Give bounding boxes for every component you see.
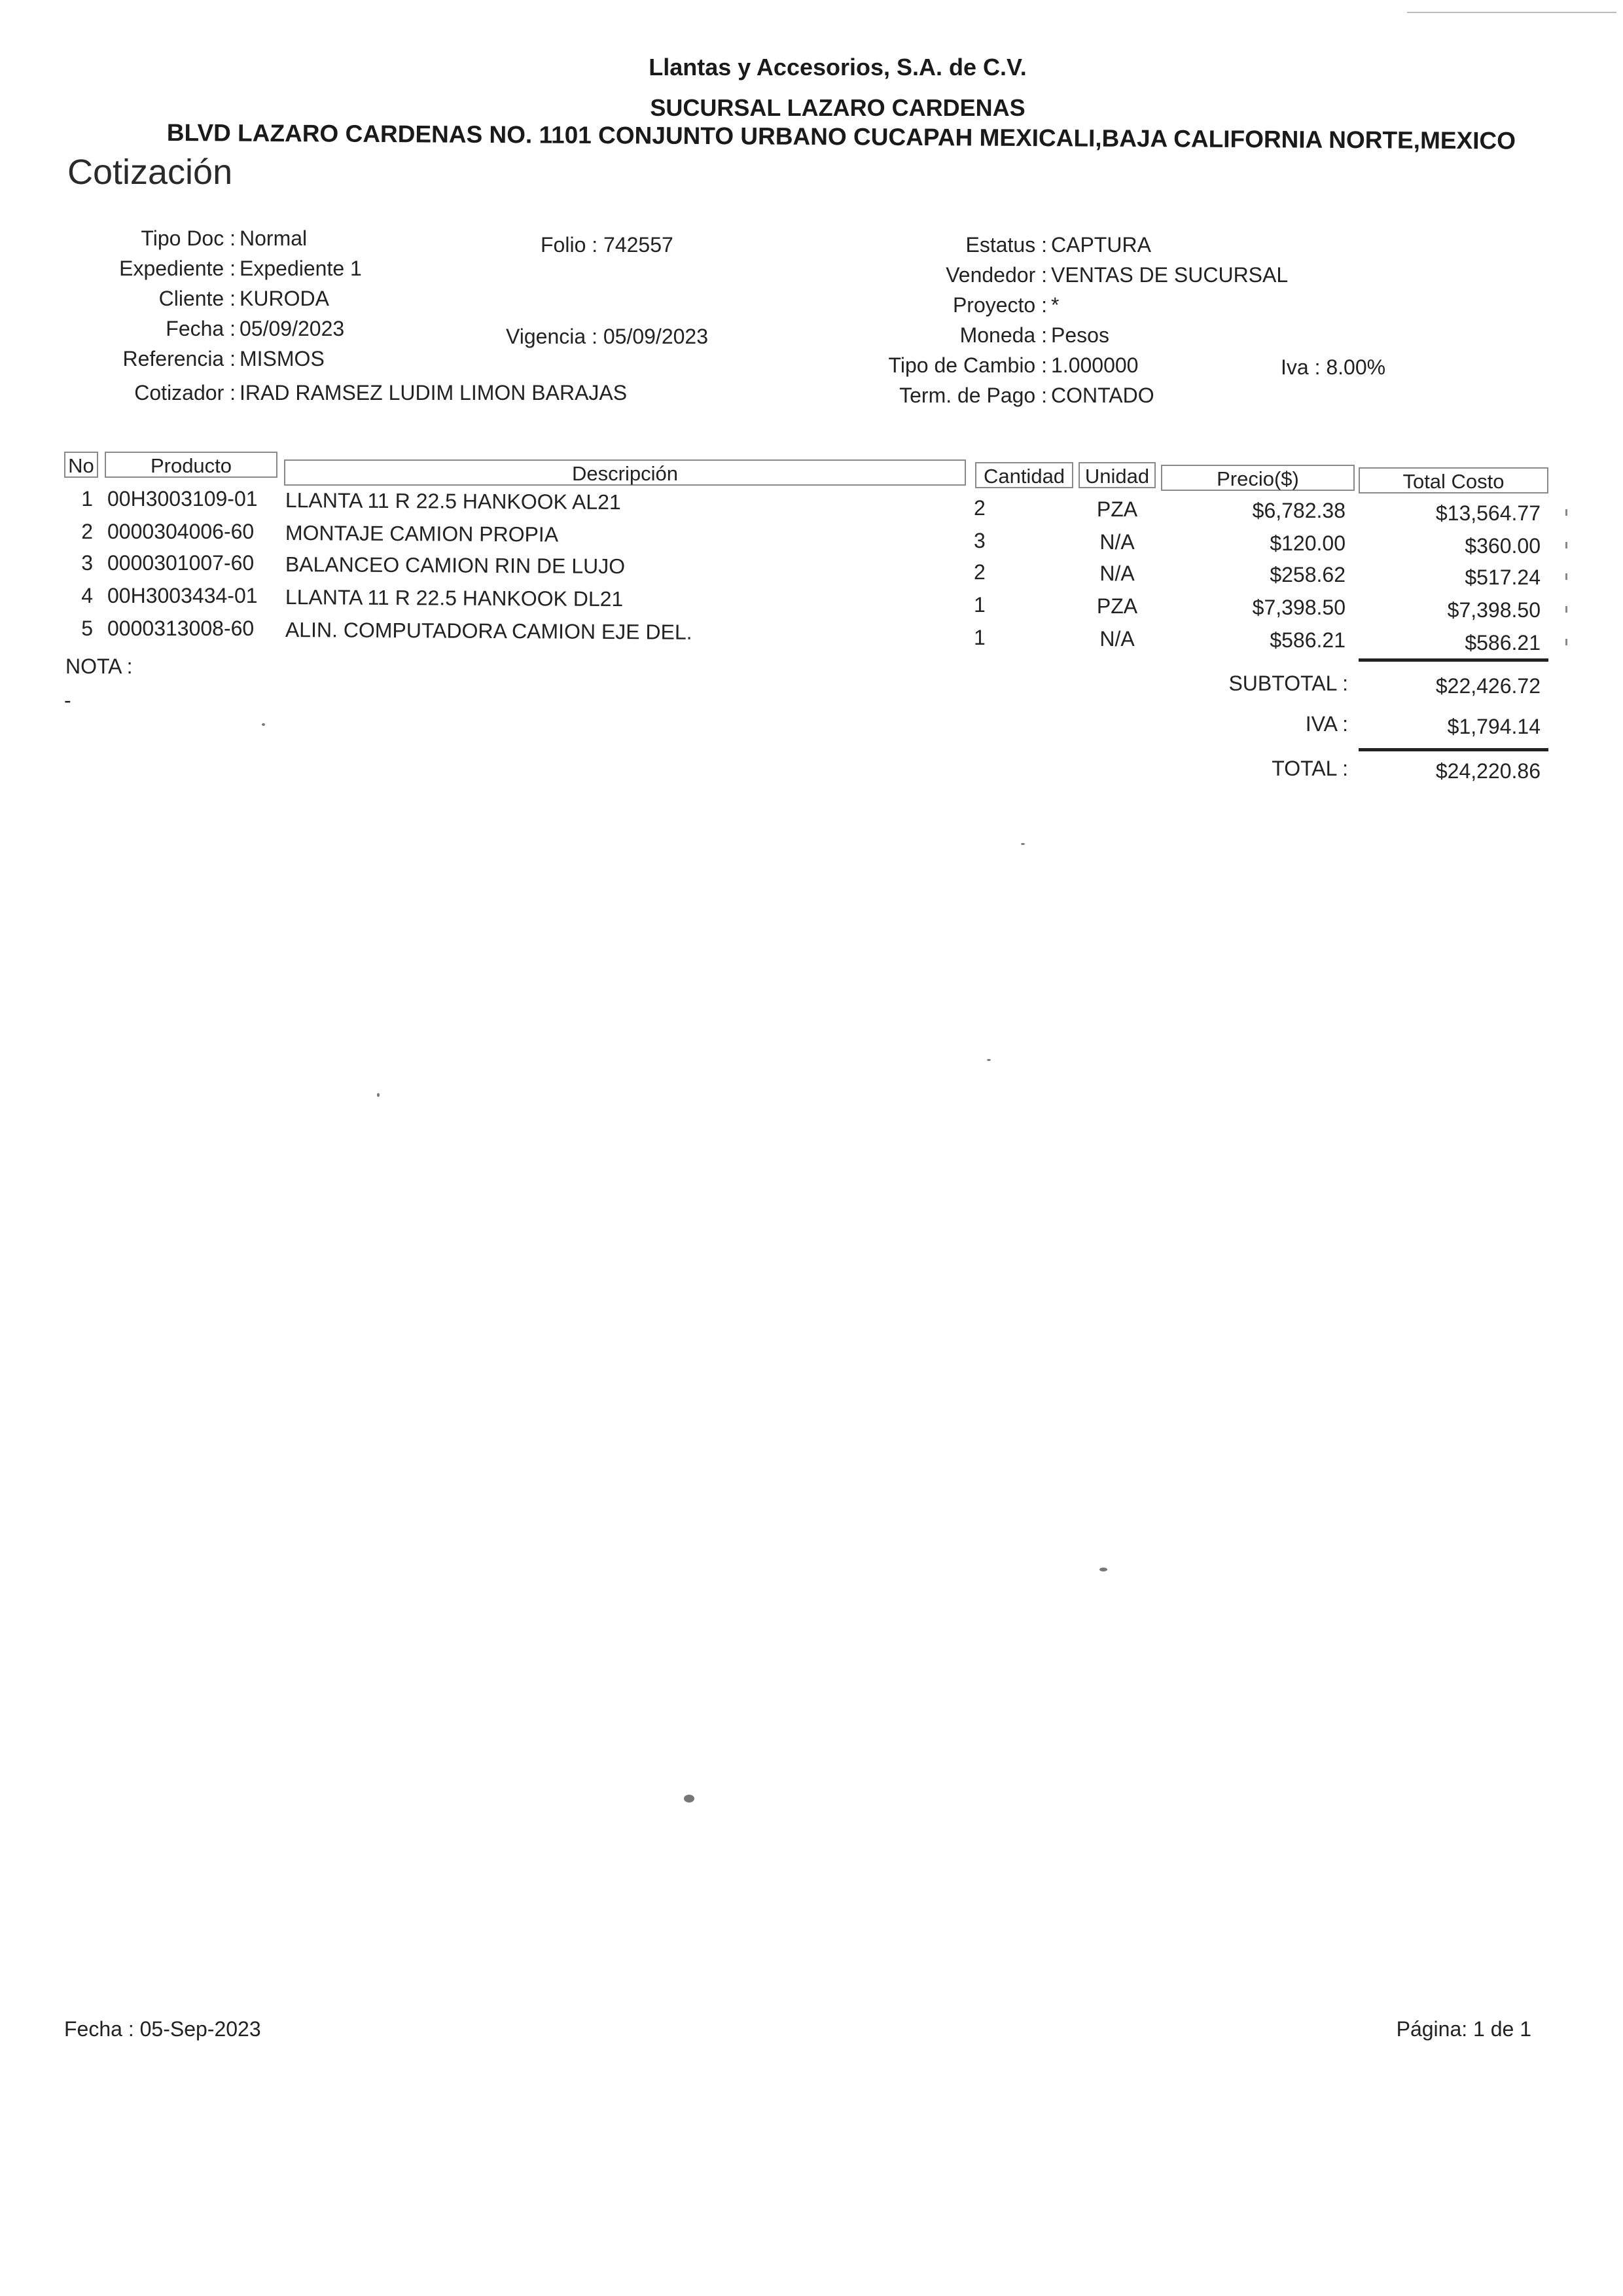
info-value: KURODA xyxy=(240,287,329,310)
info-label: Vendedor : xyxy=(946,263,1047,287)
unit: PZA xyxy=(1096,497,1138,521)
scan-speck xyxy=(1099,1568,1107,1571)
info-label: Expediente : xyxy=(119,257,236,280)
line-total: $586.21 xyxy=(1465,631,1541,655)
product-code: 0000313008-60 xyxy=(107,617,255,640)
footer-page: Página: 1 de 1 xyxy=(1396,2017,1531,2041)
unit-price: $6,782.38 xyxy=(1252,499,1346,522)
total-rule xyxy=(1359,748,1548,751)
quantity: 2 xyxy=(974,560,986,584)
folio: Folio : 742557 xyxy=(541,233,673,257)
company-name: Llantas y Accesorios, S.A. de C.V. xyxy=(649,54,1027,81)
unit: N/A xyxy=(1099,562,1135,585)
branch-address: BLVD LAZARO CARDENAS NO. 1101 CONJUNTO URBANO CUCAPAH MEXICALI,BAJA CALIFORNIA NORTE,MEXICO xyxy=(166,119,1516,154)
branch-name: SUCURSAL LAZARO CARDENAS xyxy=(650,94,1026,121)
subtotal-label: SUBTOTAL : xyxy=(1228,672,1348,695)
scan-speck xyxy=(987,1059,991,1061)
product-description: ALIN. COMPUTADORA CAMION EJE DEL. xyxy=(285,618,692,644)
scan-edge-line xyxy=(1407,12,1616,13)
row-number: 1 xyxy=(81,487,93,511)
info-value: CAPTURA xyxy=(1051,233,1151,257)
info-value: Normal xyxy=(240,226,308,250)
vigencia: Vigencia : 05/09/2023 xyxy=(506,325,708,348)
row-tick-mark xyxy=(1565,606,1567,613)
column-header: Descripción xyxy=(284,459,966,486)
product-description: MONTAJE CAMION PROPIA xyxy=(285,521,559,547)
info-value: * xyxy=(1051,293,1060,317)
unit: N/A xyxy=(1099,530,1135,554)
subtotal-rule xyxy=(1359,658,1548,662)
info-value: IRAD RAMSEZ LUDIM LIMON BARAJAS xyxy=(240,381,628,404)
scan-speck xyxy=(262,723,265,726)
nota-value: - xyxy=(64,689,71,712)
info-value: CONTADO xyxy=(1051,384,1154,407)
quantity: 1 xyxy=(974,593,986,617)
unit-price: $586.21 xyxy=(1270,628,1346,652)
info-label: Tipo de Cambio : xyxy=(888,353,1047,377)
unit: PZA xyxy=(1096,594,1138,618)
column-header: Cantidad xyxy=(975,462,1073,488)
iva-label: IVA : xyxy=(1305,712,1348,736)
scan-speck xyxy=(1021,843,1025,845)
row-tick-mark xyxy=(1565,542,1567,548)
product-code: 00H3003109-01 xyxy=(107,487,258,511)
nota-label: NOTA : xyxy=(65,655,133,678)
column-header: Producto xyxy=(105,452,277,478)
info-label: Proyecto : xyxy=(952,293,1047,317)
product-code: 00H3003434-01 xyxy=(107,584,258,607)
info-value: Expediente 1 xyxy=(240,257,362,280)
product-code: 0000304006-60 xyxy=(107,520,255,543)
row-tick-mark xyxy=(1565,639,1567,645)
line-total: $7,398.50 xyxy=(1447,598,1541,622)
column-header: Total Costo xyxy=(1359,467,1548,493)
scan-speck xyxy=(377,1093,380,1097)
info-label: Fecha : xyxy=(166,317,236,340)
quantity: 1 xyxy=(974,626,986,649)
quantity: 3 xyxy=(974,529,986,552)
info-label: Moneda : xyxy=(959,323,1047,347)
quantity: 2 xyxy=(974,496,986,520)
page-title: Cotización xyxy=(67,152,233,192)
line-total: $13,564.77 xyxy=(1435,501,1541,525)
row-number: 2 xyxy=(81,520,93,543)
info-label: Estatus : xyxy=(965,233,1047,257)
subtotal-value: $22,426.72 xyxy=(1435,674,1541,698)
footer-date: Fecha : 05-Sep-2023 xyxy=(64,2017,261,2041)
unit-price: $120.00 xyxy=(1270,531,1346,555)
info-value: 05/09/2023 xyxy=(240,317,345,340)
column-header: Precio($) xyxy=(1161,465,1355,491)
product-description: LLANTA 11 R 22.5 HANKOOK DL21 xyxy=(285,585,624,611)
info-value: Pesos xyxy=(1051,323,1109,347)
info-label: Cotizador : xyxy=(134,381,236,404)
info-label: Cliente : xyxy=(158,287,236,310)
info-value: 1.000000 xyxy=(1051,353,1139,377)
unit-price: $258.62 xyxy=(1270,563,1346,586)
row-tick-mark xyxy=(1565,509,1567,516)
line-total: $360.00 xyxy=(1465,534,1541,558)
row-number: 3 xyxy=(81,551,93,575)
line-total: $517.24 xyxy=(1465,565,1541,589)
unit: N/A xyxy=(1099,627,1135,651)
row-tick-mark xyxy=(1565,573,1567,580)
info-label: Referencia : xyxy=(122,347,236,370)
info-label: Term. de Pago : xyxy=(899,384,1047,407)
total-label: TOTAL : xyxy=(1272,757,1348,780)
column-header: Unidad xyxy=(1079,462,1156,488)
row-number: 5 xyxy=(81,617,93,640)
unit-price: $7,398.50 xyxy=(1252,596,1346,619)
column-header: No xyxy=(64,452,98,478)
info-value: VENTAS DE SUCURSAL xyxy=(1051,263,1289,287)
product-description: BALANCEO CAMION RIN DE LUJO xyxy=(285,552,626,579)
iva-rate: Iva : 8.00% xyxy=(1281,355,1386,379)
iva-value: $1,794.14 xyxy=(1447,715,1541,738)
scan-speck xyxy=(684,1795,694,1803)
total-value: $24,220.86 xyxy=(1435,759,1541,783)
product-code: 0000301007-60 xyxy=(107,551,255,575)
info-value: MISMOS xyxy=(240,347,325,370)
info-label: Tipo Doc : xyxy=(141,226,236,250)
row-number: 4 xyxy=(81,584,93,607)
product-description: LLANTA 11 R 22.5 HANKOOK AL21 xyxy=(285,488,621,514)
